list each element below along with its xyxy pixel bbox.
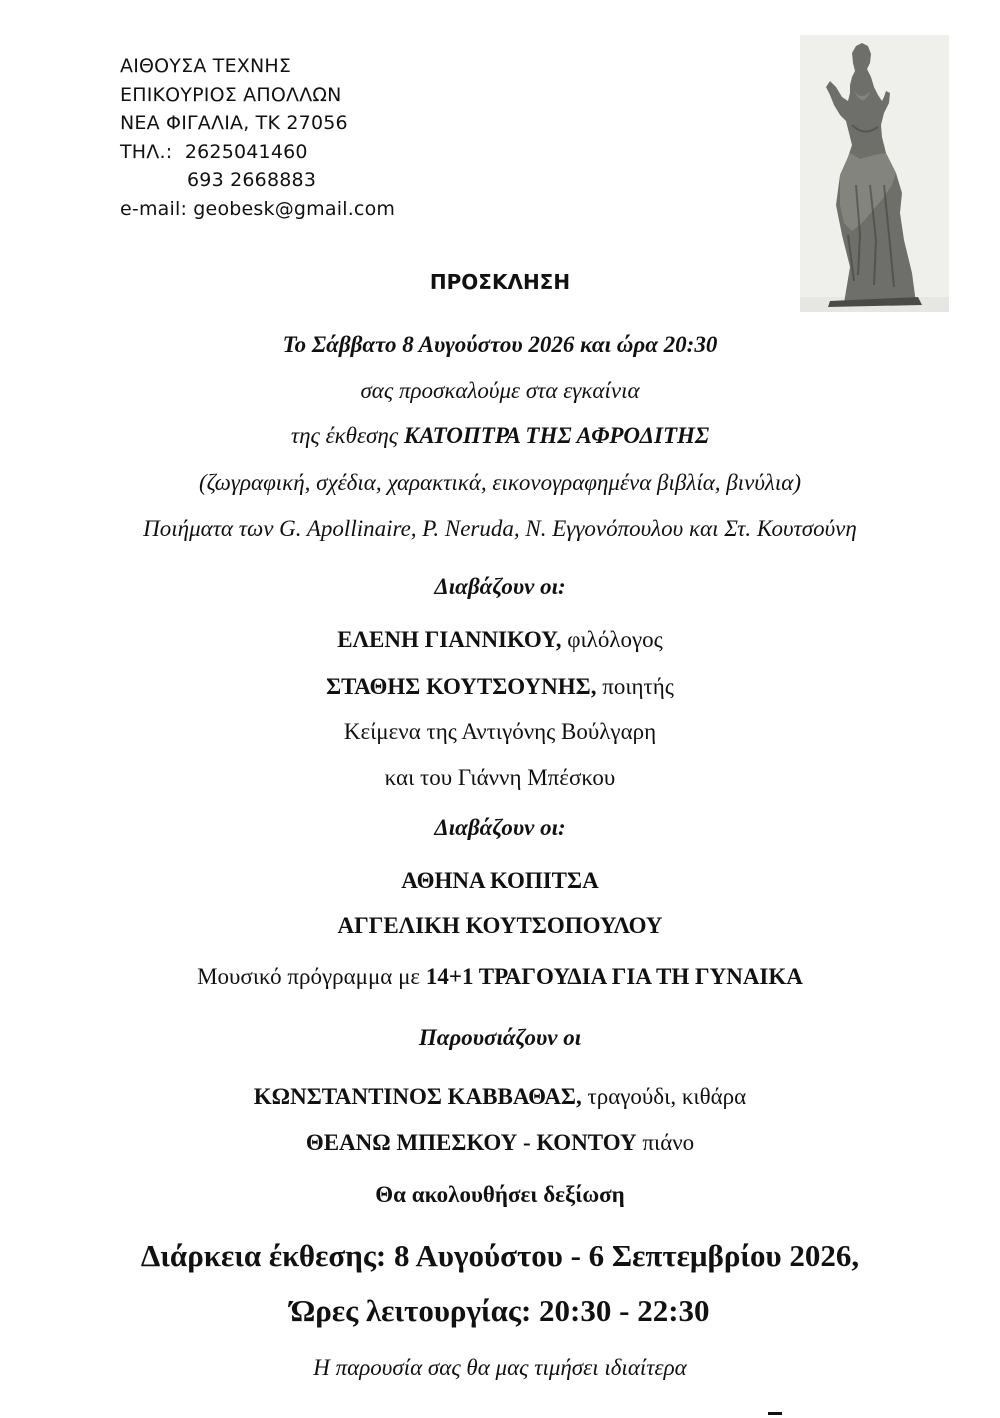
- presenter-1-name: ΚΩΝΣΤΑΝΤΙΝΟΣ ΚΑΒΒΑΘΑΣ,: [253, 1084, 582, 1109]
- presenter-2: [0, 1130, 1000, 1156]
- phone-2: 693 2668883: [187, 169, 317, 192]
- presenter-2-name: ΘΕΑΝΩ ΜΠΕΣΚΟΥ - ΚΟΝΤΟΥ: [305, 1130, 637, 1155]
- texts-line-2: και του Γιάννη Μπέσκου: [384, 765, 616, 790]
- phone-1: 2625041460: [184, 140, 308, 163]
- presenter-1-role: τραγούδι, κιθάρα: [581, 1084, 747, 1109]
- phone-line-2: [120, 166, 395, 195]
- gallery-address: ΝΕΑ ΦΙΓΑΛΙΑ, ΤΚ 27056: [120, 112, 348, 135]
- music-program-line: [0, 964, 1000, 990]
- gallery-contact-block: [120, 52, 395, 224]
- texts-line-1: Κείμενα της Αντιγόνης Βούλγαρη: [343, 719, 657, 744]
- event-date-line: Το Σάββατο 8 Αυγούστου 2026 και ώρα 20:30: [282, 332, 718, 357]
- reception-line: Θα ακολουθήσει δεξίωση: [375, 1182, 625, 1207]
- presenter-2-role: πιάνο: [636, 1130, 695, 1155]
- music-prefix: Μουσικό πρόγραμμα με: [197, 964, 426, 989]
- reader-1-name: ΕΛΕΝΗ ΓΙΑΝΝΙΚΟΥ,: [337, 627, 562, 652]
- reader-4: ΑΓΓΕΛΙΚΗ ΚΟΥΤΣΟΠΟΥΛΟΥ: [337, 913, 663, 938]
- presenters-heading: Παρουσιάζουν οι: [418, 1025, 582, 1050]
- poems-line: Ποιήματα των G. Apollinaire, P. Neruda, N. Εγγονόπουλου και Στ. Κουτσούνη: [143, 516, 857, 541]
- phone-label: ΤΗΛ.:: [120, 140, 173, 163]
- readers-heading-2: Διαβάζουν οι:: [434, 815, 566, 840]
- gallery-name: ΕΠΙΚΟΥΡΙΟΣ ΑΠΟΛΛΩΝ: [120, 83, 342, 106]
- reader-2-name: ΣΤΑΘΗΣ ΚΟΥΤΣΟΥΝΗΣ,: [326, 674, 597, 699]
- reader-2-role: ποιητής: [596, 674, 674, 699]
- exhibition-title: ΚΑΤΟΠΤΡΑ ΤΗΣ ΑΦΡΟΔΙΤΗΣ: [403, 423, 710, 448]
- reader-1-role: φιλόλογος: [561, 627, 663, 652]
- music-title: 14+1 ΤΡΑΓΟΥΔΙΑ ΓΙΑ ΤΗ ΓΥΝΑΙΚΑ: [425, 964, 803, 989]
- email: e-mail: geobesk@gmail.com: [120, 197, 396, 220]
- invitation-title: ΠΡΟΣΚΛΗΣΗ: [429, 270, 571, 294]
- phone-line: [120, 138, 395, 167]
- media-line: (ζωγραφική, σχέδια, χαρακτικά, εικονογραφημένα βιβλία, βινύλια): [199, 470, 801, 495]
- exhibition-duration: Διάρκεια έκθεσης: 8 Αυγούστου - 6 Σεπτεμβρίου 2026,: [140, 1238, 860, 1273]
- closing-line: Η παρουσία σας θα μας τιμήσει ιδιαίτερα: [313, 1355, 687, 1380]
- readers-heading-1: Διαβάζουν οι:: [434, 574, 566, 599]
- exhibition-line: [0, 423, 1000, 449]
- exhibition-prefix: της έκθεσης: [290, 423, 404, 448]
- reader-2: [0, 674, 1000, 700]
- gallery-label: ΑΙΘΟΥΣΑ ΤΕΧΝΗΣ: [120, 55, 292, 77]
- opening-hours: Ώρες λειτουργίας: 20:30 - 22:30: [290, 1293, 710, 1328]
- reader-3: ΑΘΗΝΑ ΚΟΠΙΤΣΑ: [401, 868, 599, 893]
- invite-line: σας προσκαλούμε στα εγκαίνια: [360, 378, 640, 403]
- bottom-mark: [768, 1412, 782, 1415]
- presenter-1: [0, 1084, 1000, 1110]
- reader-1: [0, 627, 1000, 653]
